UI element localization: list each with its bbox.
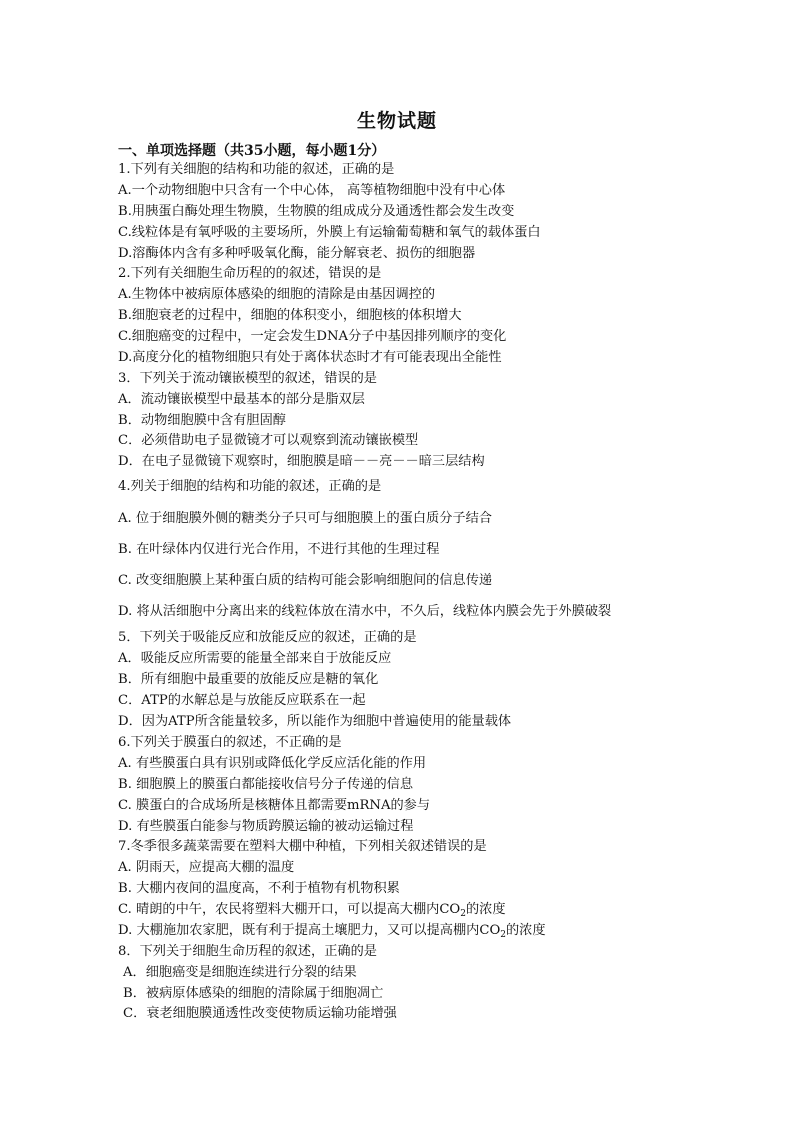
q5-option-d: D．因为ATP所含能量较多，所以能作为细胞中普遍使用的能量载体 bbox=[118, 714, 512, 729]
q2-option-b: B.细胞衰老的过程中，细胞的体积变小，细胞核的体积增大 bbox=[118, 308, 462, 323]
q5-option-c: C．ATP的水解总是与放能反应联系在一起 bbox=[118, 693, 366, 708]
q1-option-d: D.溶酶体内含有多种呼吸氧化酶，能分解衰老、损伤的细胞器 bbox=[118, 246, 476, 261]
q4-stem: 4.列关于细胞的结构和功能的叙述，正确的是 bbox=[118, 479, 382, 494]
section-heading: 一、单项选择题（共35小题，每小题1分） bbox=[118, 143, 386, 159]
q4-option-a: A. 位于细胞膜外侧的糖类分子只可与细胞膜上的蛋白质分子结合 bbox=[118, 511, 492, 526]
q8-option-b: B．被病原体感染的细胞的清除属于细胞凋亡 bbox=[123, 986, 384, 1001]
q3-stem: 3．下列关于流动镶嵌模型的叙述，错误的是 bbox=[118, 371, 377, 386]
q6-option-a: A. 有些膜蛋白具有识别或降低化学反应活化能的作用 bbox=[118, 756, 427, 771]
q7-option-d-subscript: 2 bbox=[500, 930, 506, 940]
page-title: 生物试题 bbox=[356, 110, 437, 132]
q6-option-d: D. 有些膜蛋白能参与物质跨膜运输的被动运输过程 bbox=[118, 819, 414, 834]
q7-option-c-text: C. 晴朗的中午，农民将塑料大棚开口，可以提高大棚内CO bbox=[118, 902, 461, 917]
q6-option-b: B. 细胞膜上的膜蛋白都能接收信号分子传递的信息 bbox=[118, 777, 414, 792]
q4-option-c: C. 改变细胞膜上某种蛋白质的结构可能会影响细胞间的信息传递 bbox=[118, 573, 493, 588]
q8-stem: 8．下列关于细胞生命历程的叙述，正确的是 bbox=[118, 944, 377, 959]
q6-option-c: C. 膜蛋白的合成场所是核糖体且都需要mRNA的参与 bbox=[118, 798, 431, 813]
q6-stem: 6.下列关于膜蛋白的叙述，不正确的是 bbox=[118, 735, 342, 750]
q7-option-d-text: D. 大棚施加农家肥，既有利于提高土壤肥力，又可以提高棚内CO bbox=[118, 923, 501, 938]
q1-option-b: B.用胰蛋白酶处理生物膜，生物膜的组成成分及通透性都会发生改变 bbox=[118, 204, 515, 219]
q1-stem: 1.下列有关细胞的结构和功能的叙述，正确的是 bbox=[118, 162, 395, 177]
q4-option-b: B. 在叶绿体内仅进行光合作用，不进行其他的生理过程 bbox=[118, 542, 440, 557]
q7-option-c bbox=[118, 900, 506, 920]
q2-stem: 2.下列有关细胞生命历程的的叙述，错误的是 bbox=[118, 266, 382, 281]
q3-option-c: C．必须借助电子显微镜才可以观察到流动镶嵌模型 bbox=[118, 433, 419, 448]
q7-stem: 7.冬季很多蔬菜需要在塑料大棚中种植，下列相关叙述错误的是 bbox=[118, 839, 487, 854]
q3-option-a: A．流动镶嵌模型中最基本的部分是脂双层 bbox=[118, 392, 365, 407]
q1-option-a: A.一个动物细胞中只含有一个中心体， 高等植物细胞中没有中心体 bbox=[118, 183, 506, 198]
q7-option-c-subscript: 2 bbox=[460, 909, 466, 919]
q5-stem: 5．下列关于吸能反应和放能反应的叙述，正确的是 bbox=[118, 630, 417, 645]
q7-option-a: A. 阴雨天，应提高大棚的温度 bbox=[118, 860, 295, 875]
q2-option-a: A.生物体中被病原体感染的细胞的清除是由基因调控的 bbox=[118, 287, 436, 302]
q4-option-d: D. 将从活细胞中分离出来的线粒体放在清水中，不久后，线粒体内膜会先于外膜破裂 bbox=[118, 604, 612, 619]
q2-option-c: C.细胞癌变的过程中，一定会发生DNA分子中基因排列顺序的变化 bbox=[118, 329, 507, 344]
q3-option-d: D．在电子显微镜下观察时，细胞膜是暗－－亮－－暗三层结构 bbox=[118, 454, 485, 469]
q8-option-c: C．衰老细胞膜通透性改变使物质运输功能增强 bbox=[123, 1006, 397, 1021]
q2-option-d: D.高度分化的植物细胞只有处于离体状态时才有可能表现出全能性 bbox=[118, 350, 502, 365]
q5-option-a: A．吸能反应所需要的能量全部来自于放能反应 bbox=[118, 651, 392, 666]
q3-option-b: B．动物细胞膜中含有胆固醇 bbox=[118, 413, 286, 428]
q7-option-d bbox=[118, 921, 546, 941]
q7-option-c-tail: 的浓度 bbox=[465, 902, 506, 917]
q7-option-b: B. 大棚内夜间的温度高，不利于植物有机物积累 bbox=[118, 881, 400, 896]
q5-option-b: B．所有细胞中最重要的放能反应是糖的氧化 bbox=[118, 672, 379, 687]
q8-option-a: A．细胞癌变是细胞连续进行分裂的结果 bbox=[123, 965, 357, 980]
q1-option-c: C.线粒体是有氧呼吸的主要场所，外膜上有运输葡萄糖和氧气的载体蛋白 bbox=[118, 225, 541, 240]
q7-option-d-tail: 的浓度 bbox=[506, 923, 546, 938]
